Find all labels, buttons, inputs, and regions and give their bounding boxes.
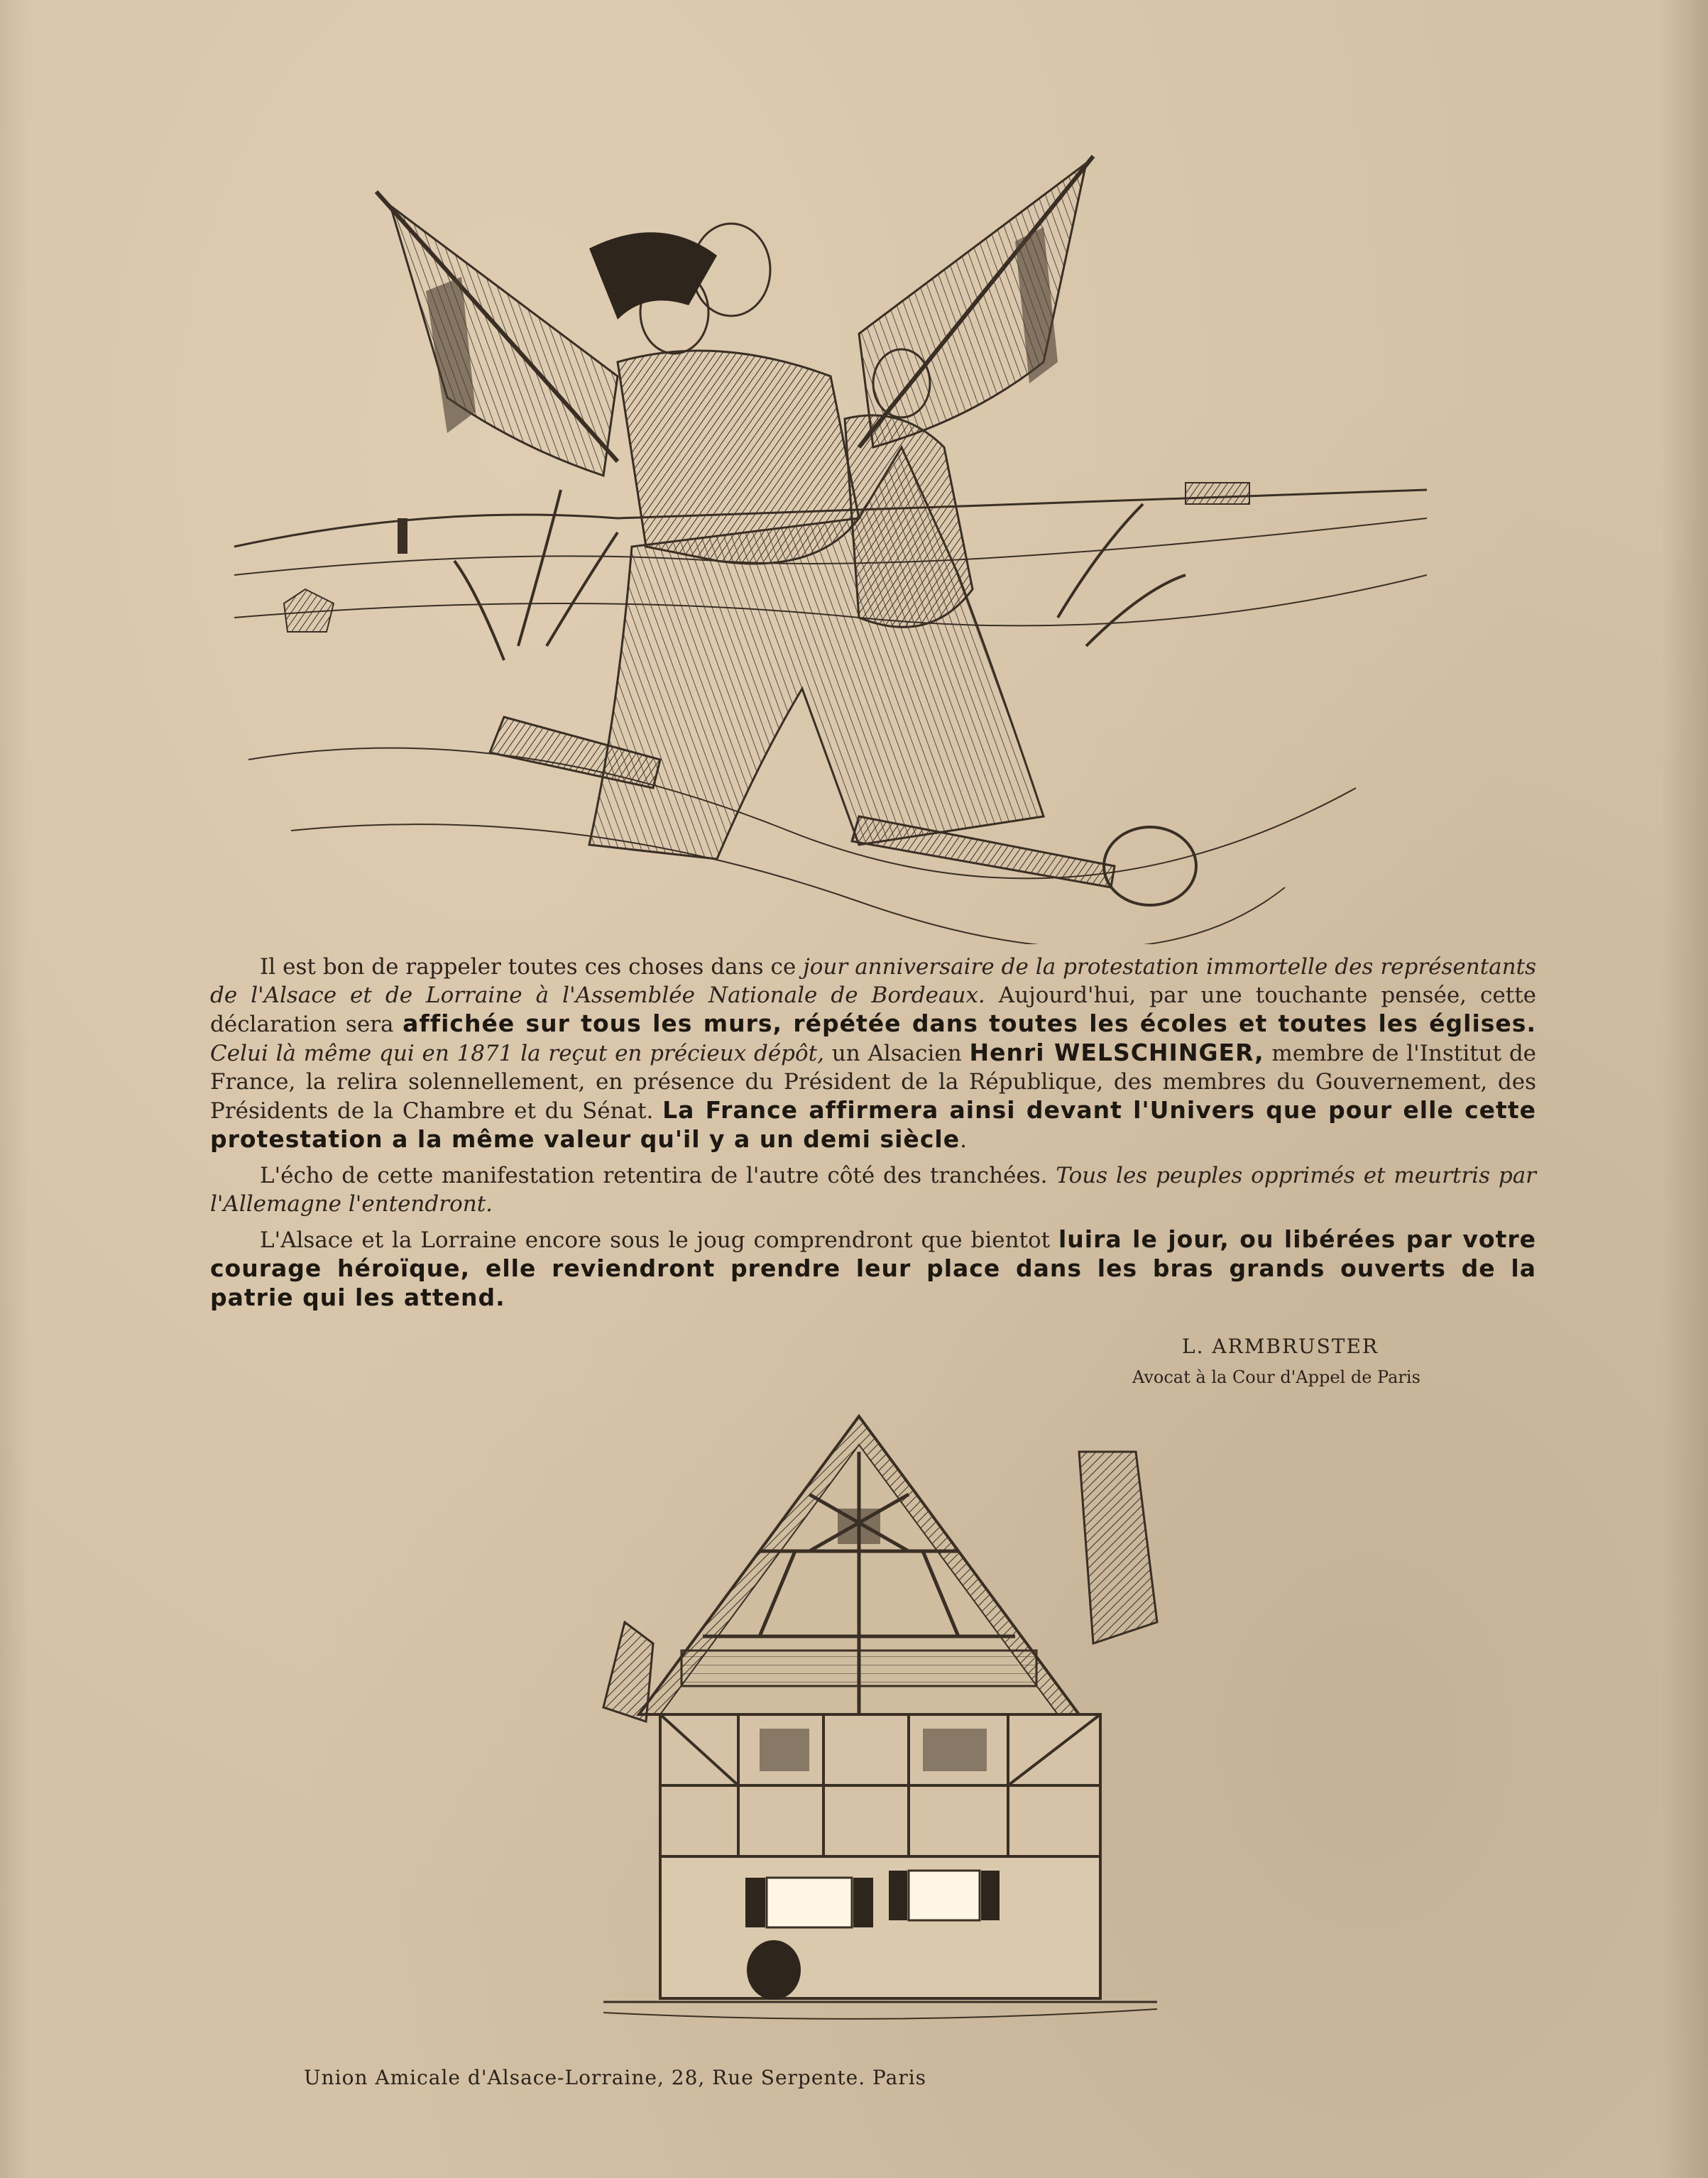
paragraph-liberation bbox=[210, 1225, 1536, 1313]
alsatian-house-engraving-icon bbox=[596, 1409, 1164, 2027]
paragraph-protestation bbox=[210, 953, 1536, 1154]
italic-run: Celui là même qui en 1871 la reçut en précieux dépôt, bbox=[210, 1041, 824, 1066]
text-run: Il est bon de rappeler toutes ces choses dans ce bbox=[260, 954, 804, 980]
bold-run: La France affirmera ainsi devant l'Univers que pour elle cette protestation a la même valeur qu'il y a un demi siècle bbox=[210, 1096, 1536, 1153]
signature-name: L. ARMBRUSTER bbox=[1182, 1335, 1379, 1358]
text-run: Aujourd'hui, par une touchante pensée, cette déclaration sera bbox=[210, 983, 1536, 1037]
text-run: un Alsacien bbox=[824, 1041, 970, 1066]
bold-run: luira le jour, ou libérées par votre courage héroïque, elle reviendront prendre leur place dans les bras grands ouverts de la patrie qui les attend. bbox=[210, 1225, 1536, 1311]
paragraph-echo bbox=[210, 1161, 1536, 1218]
text-run: L'écho de cette manifestation retentira de l'autre côté des tranchées. bbox=[260, 1163, 1056, 1188]
bold-run: affichée sur tous les murs, répétée dans toutes les écoles et toutes les églises. bbox=[403, 1009, 1536, 1037]
publisher-footer: Union Amicale d'Alsace-Lorraine, 28, Rue Serpente. Paris bbox=[304, 2066, 927, 2089]
text-run: L'Alsace et la Lorraine encore sous le joug comprendront que bientot bbox=[260, 1227, 1058, 1253]
allegory-engraving-icon bbox=[220, 149, 1427, 944]
text-run: . bbox=[960, 1127, 967, 1153]
article-body bbox=[210, 953, 1536, 1320]
bold-name-run: Henri WELSCHINGER, bbox=[969, 1039, 1264, 1066]
italic-run: Tous les peuples opprimés et meurtris par l'Allemagne l'entendront. bbox=[210, 1163, 1536, 1217]
italic-run: jour anniversaire de la protestation immortelle des représentants de l'Alsace et de Lorraine à l'Assemblée Nationale de Bordeaux. bbox=[210, 954, 1536, 1008]
text-run: membre de l'Institut de France, la relira solennellement, en présence du Président de la République, des membres du Gouvernement, des Présidents de la Chambre et du Sénat. bbox=[210, 1041, 1537, 1124]
signature-title: Avocat à la Cour d'Appel de Paris bbox=[1132, 1367, 1420, 1387]
